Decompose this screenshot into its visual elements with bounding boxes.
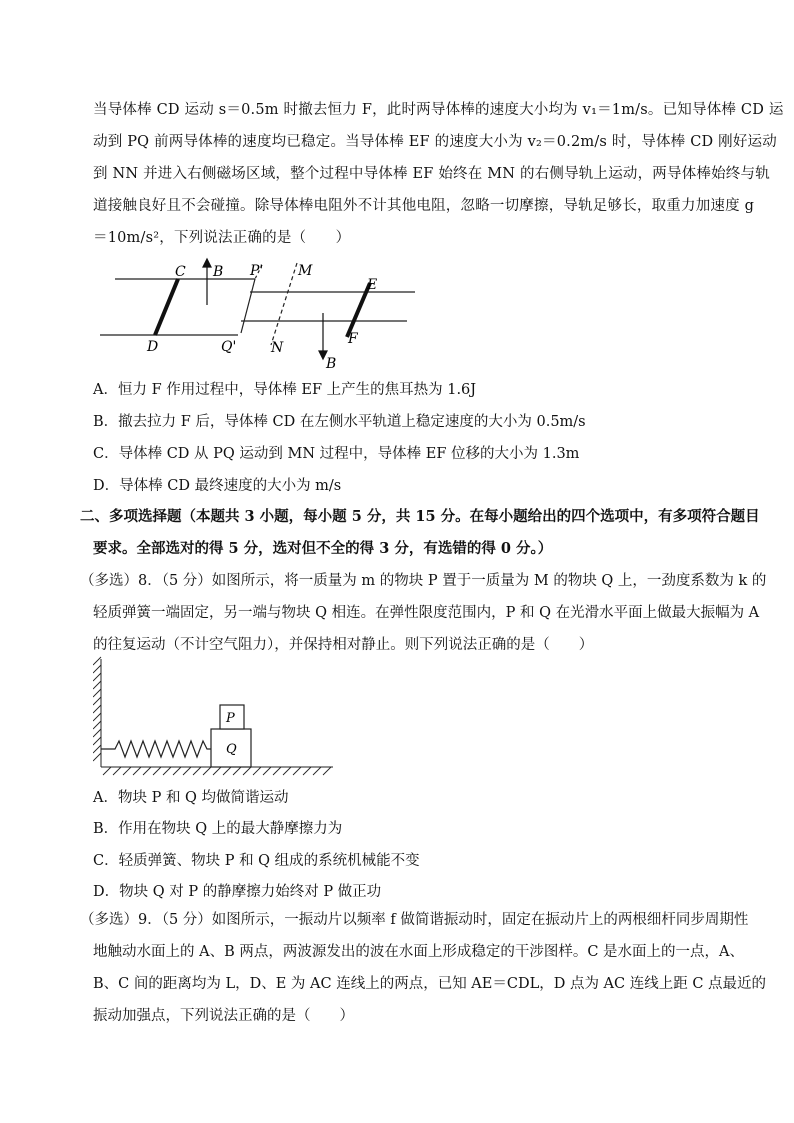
label-e: E (367, 277, 378, 293)
q9-line-4: 振动加强点，下列说法正确的是（ ） (93, 1008, 354, 1024)
q8-line-3: 的往复运动（不计空气阻力），并保持相对静止。则下列说法正确的是（ ） (93, 637, 594, 653)
q7-line-5: ＝10m/s²，下列说法正确的是（ ） (93, 230, 351, 246)
q9-line-2: 地触动水面上的 A、B 两点，两波源发出的波在水面上形成稳定的干涉图样。C 是水面上的一点，A、 (93, 944, 745, 960)
q9-line-1: （多选）9．（5 分）如图所示，一振动片以频率 f 做简谐振动时，固定在振动片上的两根细杆同步周期性 (80, 912, 749, 928)
wall-hatching (93, 657, 101, 761)
label-block-p: P (226, 711, 235, 726)
q7-stem (93, 94, 784, 254)
b-field-down-arrow (319, 313, 327, 359)
q8-option-d: D．物块 Q 对 P 的静摩擦力始终对 P 做正功 (93, 884, 382, 900)
label-c: C (175, 264, 186, 280)
q8-line-1: （多选）8．（5 分）如图所示，将一质量为 m 的物块 P 置于一质量为 M 的物块 Q 上，一劲度系数为 k 的 (80, 573, 767, 589)
q7-line-1: 当导体棒 CD 运动 s＝0.5m 时撤去恒力 F，此时两导体棒的速度大小均为 v₁＝1m/s。已知导体棒 CD 运 (93, 102, 784, 118)
q8-option-b: B．作用在物块 Q 上的最大静摩擦力为 (93, 821, 343, 837)
q9-stem (80, 904, 767, 1032)
section-2-line-2: 要求。全部选对的得 5 分，选对但不全的得 3 分，有选错的得 0 分。） (93, 540, 553, 557)
q8-spring-figure (93, 655, 338, 780)
q8-stem (80, 565, 767, 661)
q7-option-b: B．撤去拉力 F 后，导体棒 CD 在左侧水平轨道上稳定速度的大小为 0.5m/s (93, 414, 586, 430)
section-2-line-1: 二、多项选择题（本题共 3 小题，每小题 5 分，共 15 分。在每小题给出的四个选项中，有多项符合题目 (80, 508, 760, 525)
q7-option-d: D．导体棒 CD 最终速度的大小为 m/s (93, 478, 342, 494)
label-d: D (147, 339, 159, 355)
label-q: Q' (221, 339, 237, 355)
q7-option-a: A．恒力 F 作用过程中，导体棒 EF 上产生的焦耳热为 1.6J (93, 382, 477, 398)
b-field-up-arrow (203, 259, 211, 305)
q7-rails-figure (95, 255, 425, 370)
label-n: N (271, 340, 284, 356)
label-block-q: Q (226, 742, 237, 757)
q7-line-4: 道接触良好且不会碰撞。除导体棒电阻外不计其他电阻，忽略一切摩擦，导轨足够长，取重力加速度 g (93, 198, 755, 214)
q8-line-2: 轻质弹簧一端固定，另一端与物块 Q 相连。在弹性限度范围内，P 和 Q 在光滑水平面上做最大振幅为 A (93, 605, 760, 621)
q8-option-c: C．轻质弹簧、物块 P 和 Q 组成的系统机械能不变 (93, 853, 420, 869)
label-p: P' (250, 263, 264, 279)
q7-option-c: C．导体棒 CD 从 PQ 运动到 MN 过程中，导体棒 EF 位移的大小为 1.3m (93, 446, 580, 462)
q8-option-a: A．物块 P 和 Q 均做简谐运动 (93, 790, 289, 806)
q7-line-2: 动到 PQ 前两导体棒的速度均已稳定。当导体棒 EF 的速度大小为 v₂＝0.2m/s 时，导体棒 CD 刚好运动 (93, 134, 777, 150)
label-m: M (298, 263, 313, 279)
spring (101, 741, 211, 757)
label-b-up: B (213, 264, 224, 280)
floor-hatching (103, 767, 331, 775)
label-b-down: B (326, 356, 337, 370)
label-f: F (348, 331, 358, 347)
q9-line-3: B、C 间的距离均为 L，D、E 为 AC 连线上的两点，已知 AE＝CDL，D 点为 AC 连线上距 C 点最近的 (93, 976, 767, 992)
section-2-heading (80, 501, 760, 565)
q7-line-3: 到 NN 并进入右侧磁场区域，整个过程中导体棒 EF 始终在 MN 的右侧导轨上运动，两导体棒始终与轨 (93, 166, 770, 182)
rod-cd (155, 279, 178, 335)
